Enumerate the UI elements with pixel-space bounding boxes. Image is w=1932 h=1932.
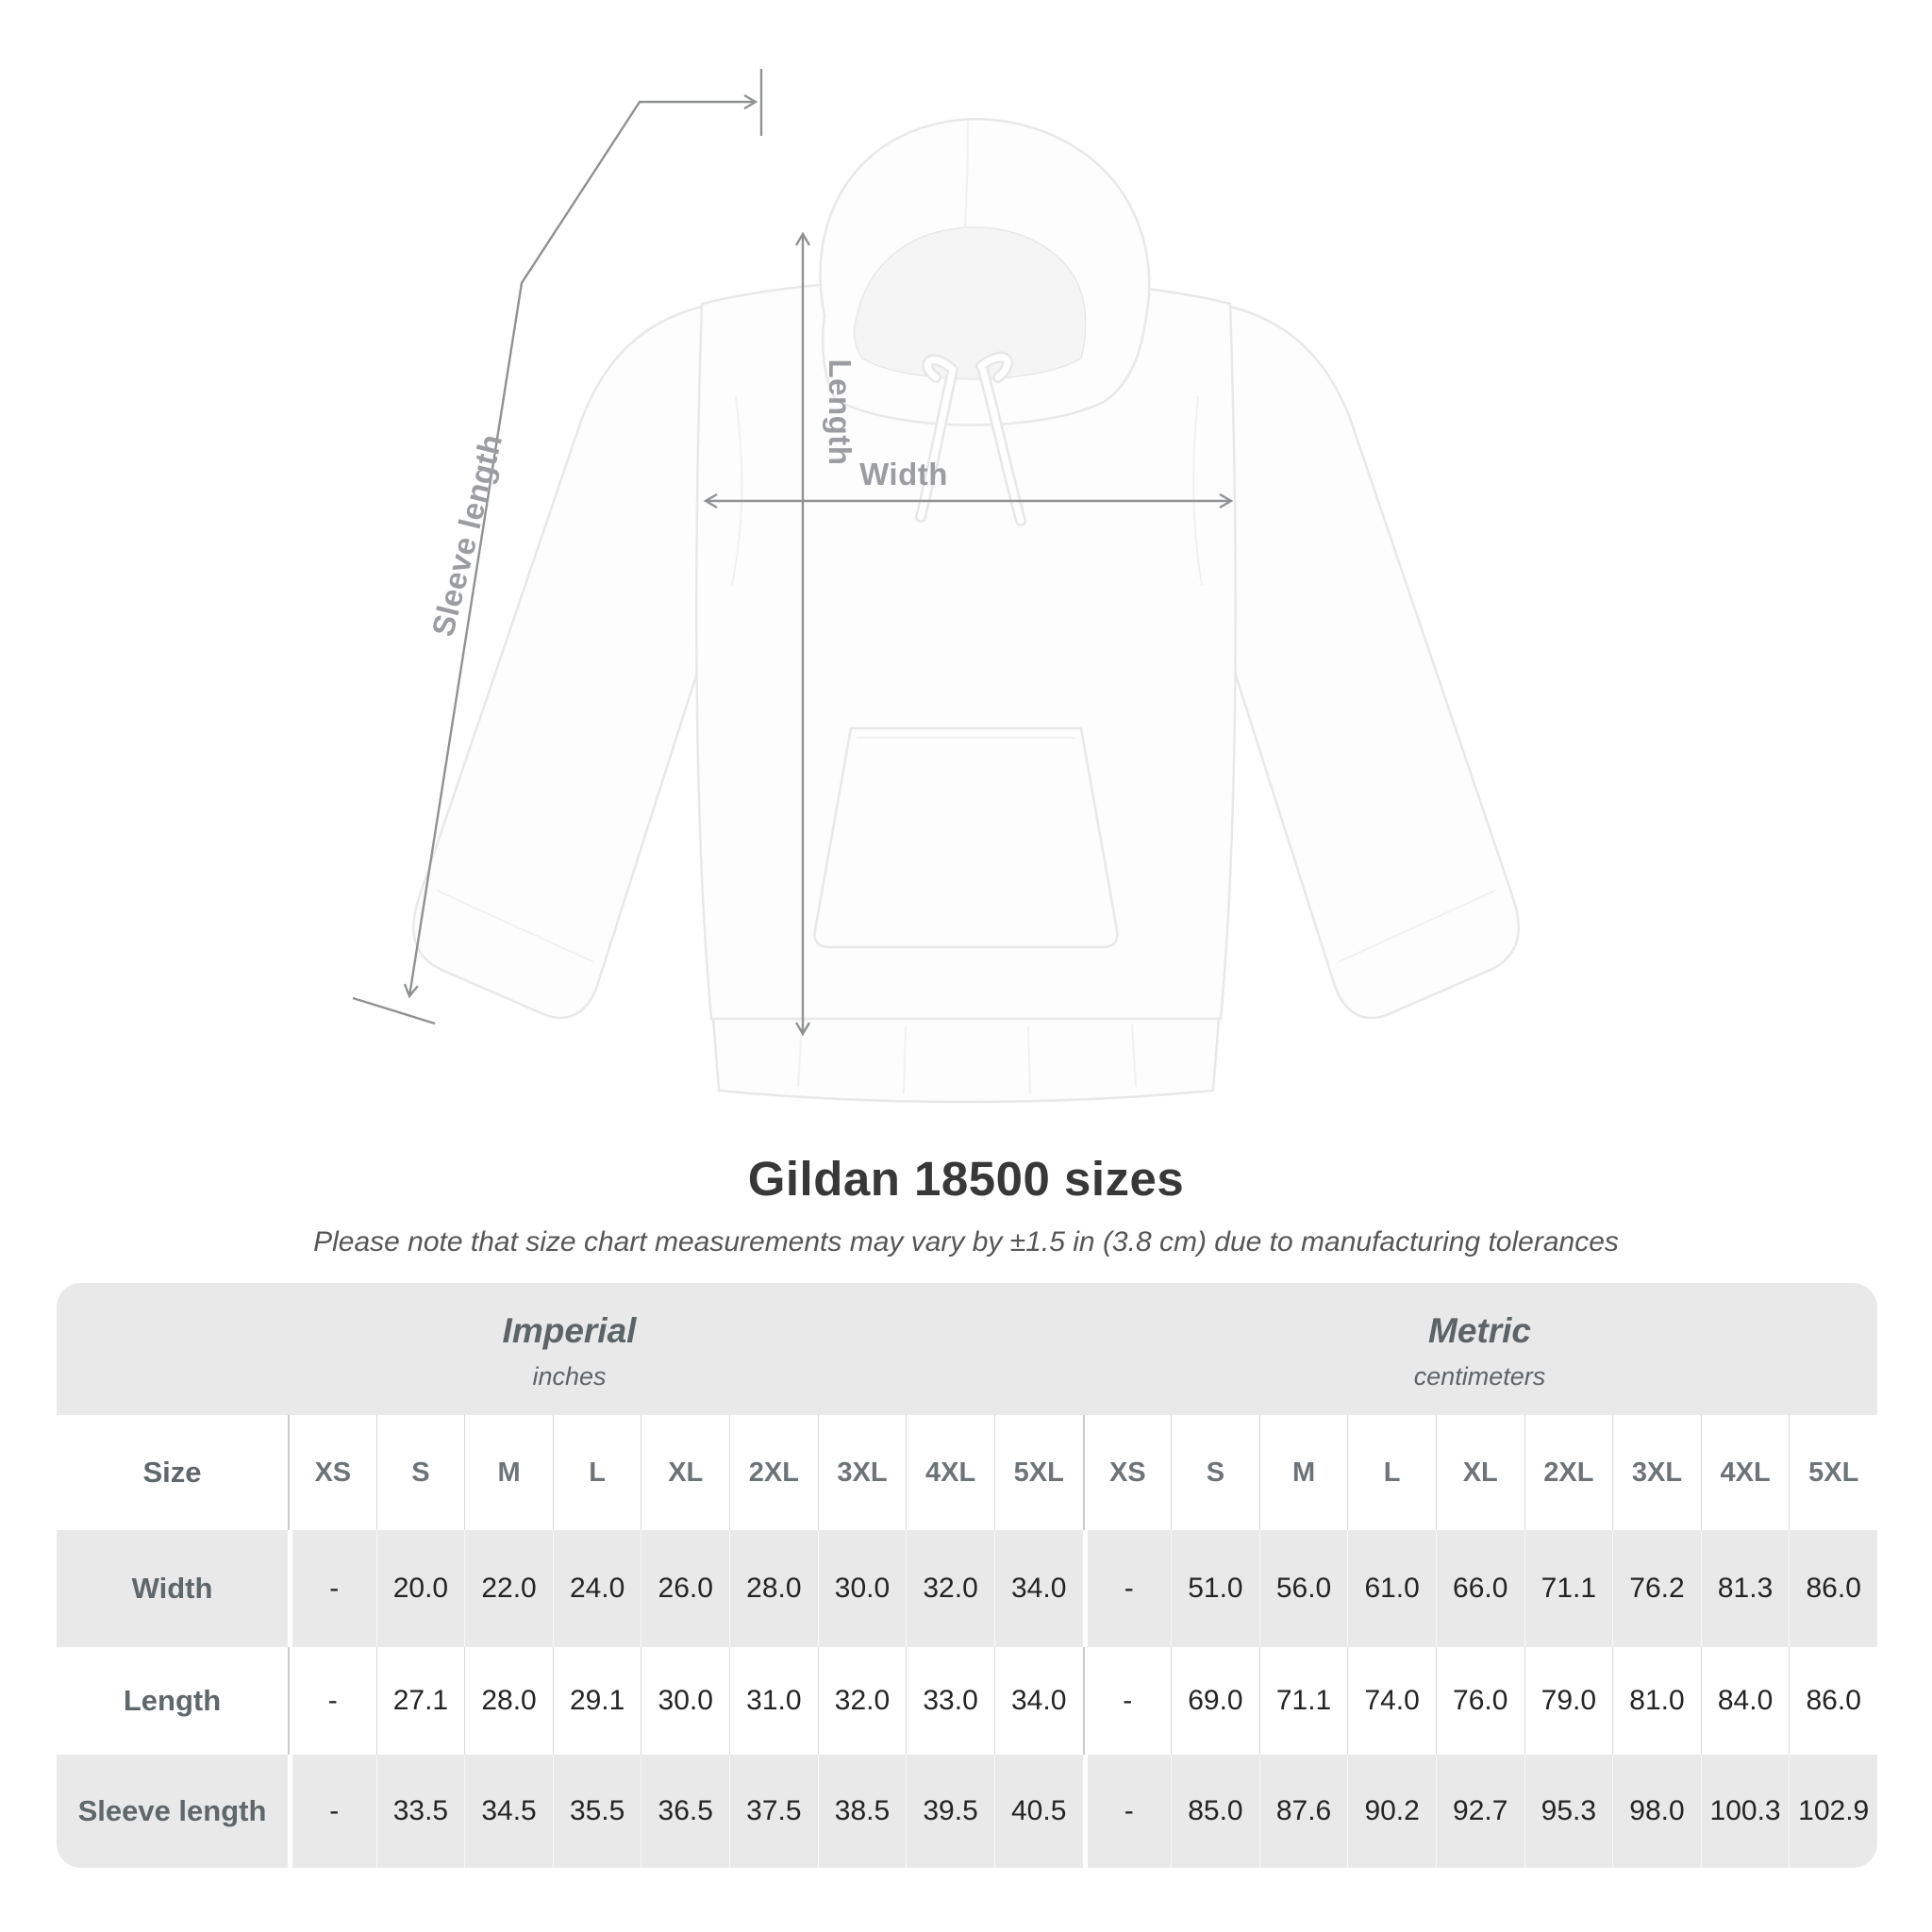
value-cell: 71.1 [1259,1647,1348,1755]
size-header-row [57,1415,1877,1530]
col-header-metric-xl: XL [1436,1415,1524,1530]
value-cell: 20.0 [376,1530,465,1647]
col-header-imperial-m: M [464,1415,553,1530]
value-cell: 33.5 [376,1755,465,1868]
width-label: Width [859,457,948,491]
value-cell: 69.0 [1171,1647,1259,1755]
value-cell: 81.0 [1612,1647,1701,1755]
hoodie-illustration [413,119,1519,1102]
size-header-cell: Size [142,1456,202,1489]
col-header-imperial-l: L [553,1415,641,1530]
hoodie-pocket [815,728,1118,947]
col-header-imperial-xs: XS [288,1415,376,1530]
col-header-metric-2xl: 2XL [1524,1415,1613,1530]
group-metric-label: Metric [1428,1310,1531,1350]
value-cell: 38.5 [818,1755,907,1868]
value-cell: 28.0 [729,1530,818,1647]
value-cell: 76.2 [1612,1530,1701,1647]
col-header-metric-3xl: 3XL [1612,1415,1701,1530]
col-header-imperial-3xl: 3XL [818,1415,907,1530]
value-cell: 28.0 [464,1647,553,1755]
value-cell: 86.0 [1789,1530,1877,1647]
value-cell: 61.0 [1347,1530,1436,1647]
value-cell: 26.0 [641,1530,729,1647]
hoodie-left-sleeve [413,306,709,1018]
value-cell: - [1083,1755,1172,1868]
table-row-width [57,1530,1877,1647]
value-cell: 51.0 [1171,1530,1259,1647]
value-cell: 34.0 [994,1530,1083,1647]
value-cell: 22.0 [464,1530,553,1647]
col-header-metric-s: S [1171,1415,1259,1530]
col-header-metric-m: M [1259,1415,1348,1530]
value-cell: 66.0 [1436,1530,1524,1647]
col-header-imperial-2xl: 2XL [729,1415,818,1530]
value-cell: 92.7 [1436,1755,1524,1868]
value-cell: 40.5 [994,1755,1083,1868]
page-subtitle: Please note that size chart measurements may vary by ±1.5 in (3.8 cm) due to manufacturing tolerances [313,1226,1619,1257]
sleeve-bottom-tick [353,998,435,1024]
value-cell: 95.3 [1524,1755,1613,1868]
value-cell: 29.1 [553,1647,641,1755]
hoodie-hem [713,1019,1219,1102]
value-cell: 37.5 [729,1755,818,1868]
value-cell: 34.5 [464,1755,553,1868]
col-header-imperial-xl: XL [641,1415,729,1530]
value-cell: 56.0 [1259,1530,1348,1647]
col-header-imperial-s: S [376,1415,465,1530]
value-cell: 31.0 [729,1647,818,1755]
value-cell: 30.0 [818,1530,907,1647]
value-cell: 30.0 [641,1647,729,1755]
col-header-metric-4xl: 4XL [1701,1415,1790,1530]
value-cell: 90.2 [1347,1755,1436,1868]
value-cell: - [288,1530,376,1647]
group-metric [1082,1283,1877,1415]
group-imperial-label: Imperial [502,1310,637,1350]
table-body [57,1530,1877,1868]
value-cell: - [1083,1530,1172,1647]
col-header-imperial-5xl: 5XL [994,1415,1083,1530]
value-cell: 76.0 [1436,1647,1524,1755]
group-metric-unit: centimeters [1413,1361,1546,1391]
group-imperial [57,1283,1082,1415]
value-cell: 74.0 [1347,1647,1436,1755]
length-label: Length [823,358,858,466]
col-header-metric-xs: XS [1083,1415,1172,1530]
table-row-length [57,1647,1877,1755]
col-header-metric-l: L [1347,1415,1436,1530]
value-cell: - [288,1755,376,1868]
value-cell: 32.0 [818,1647,907,1755]
group-imperial-unit: inches [532,1361,607,1391]
row-label: Width [131,1572,213,1605]
value-cell: 27.1 [376,1647,465,1755]
value-cell: 81.3 [1701,1530,1790,1647]
value-cell: 98.0 [1612,1755,1701,1868]
value-cell: 86.0 [1789,1647,1877,1755]
value-cell: 85.0 [1171,1755,1259,1868]
value-cell: 102.9 [1789,1755,1877,1868]
value-cell: 34.0 [994,1647,1083,1755]
value-cell: 32.0 [906,1530,994,1647]
value-cell: 84.0 [1701,1647,1790,1755]
row-label: Sleeve length [77,1794,267,1827]
col-header-metric-5xl: 5XL [1789,1415,1877,1530]
value-cell: - [1083,1647,1172,1755]
value-cell: 100.3 [1701,1755,1790,1868]
col-header-imperial-4xl: 4XL [906,1415,994,1530]
unit-group-row [57,1283,1877,1415]
value-cell: 79.0 [1524,1647,1613,1755]
hoodie-right-sleeve [1223,306,1519,1018]
value-cell: 24.0 [553,1530,641,1647]
value-cell: 36.5 [641,1755,729,1868]
value-cell: 87.6 [1259,1755,1348,1868]
value-cell: 33.0 [906,1647,994,1755]
sleeve-length-label: Sleeve length [425,430,509,641]
row-label: Length [123,1684,222,1717]
size-table [57,1283,1877,1868]
value-cell: 35.5 [553,1755,641,1868]
value-cell: - [288,1647,376,1755]
table-row-sleeve-length [57,1755,1877,1868]
value-cell: 39.5 [906,1755,994,1868]
page-title: Gildan 18500 sizes [747,1152,1185,1206]
value-cell: 71.1 [1524,1530,1613,1647]
